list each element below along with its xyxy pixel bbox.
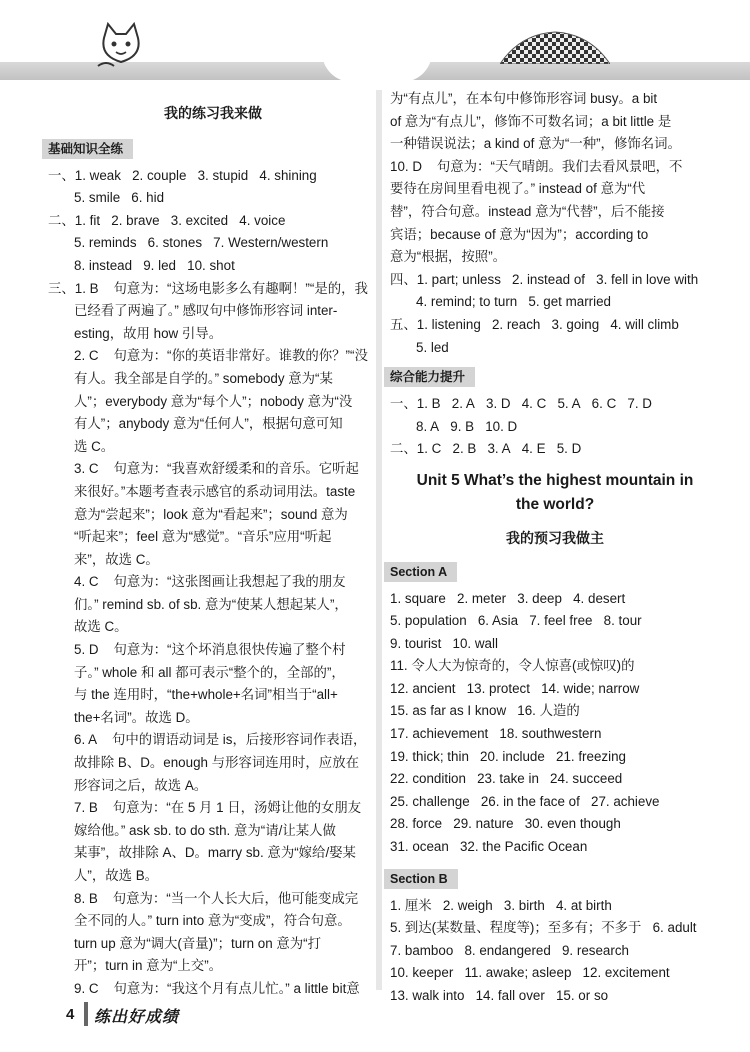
answer-line: 有人。我全部是自学的。” somebody 意为“某 bbox=[74, 370, 333, 386]
answer-line: 3. C 句意为：“我喜欢舒缓柔和的音乐。它听起 bbox=[74, 461, 359, 477]
vocab-line: 25. challenge 26. in the face of 27. achieve bbox=[390, 793, 660, 809]
answer-line: 一种错误说法；a kind of 意为“一种”，修饰名词。 bbox=[390, 136, 681, 152]
answer-line: of 意为“有点儿”，修饰不可数名词；a bit little 是 bbox=[390, 113, 672, 129]
answer-line: 们。” remind sb. of sb. 意为“使某人想起某人”， bbox=[74, 596, 348, 612]
vocab-line: 31. ocean 32. the Pacific Ocean bbox=[390, 839, 588, 855]
section-tag-a: Section A bbox=[384, 562, 457, 582]
vocab-line: 19. thick; thin 20. include 21. freezing bbox=[390, 748, 626, 764]
answer-line: 故排除 B、D。enough 与形容词连用时，应放在 bbox=[74, 755, 359, 771]
answer-line: 意为“根据，按照”。 bbox=[390, 249, 507, 265]
answer-line: 三、1. B 句意为：“这场电影多么有趣啊！”“是的，我 bbox=[48, 280, 368, 296]
answer-line: 2. C 句意为：“你的英语非常好。谁教的你？”“没 bbox=[74, 348, 368, 364]
answer-line: 4. C 句意为：“这张图画让我想起了我的朋友 bbox=[74, 574, 346, 590]
answer-line: 替”，符合句意。instead 意为“代替”，后不能接 bbox=[390, 203, 665, 219]
vocab-line: 22. condition 23. take in 24. succeed bbox=[390, 771, 623, 787]
vocab-line: 10. keeper 11. awake; asleep 12. excitement bbox=[390, 965, 670, 981]
answer-line: 一、1. B 2. A 3. D 4. C 5. A 6. C 7. D bbox=[390, 396, 652, 412]
vocab-line: 11. 令人大为惊奇的，令人惊喜(或惊叹)的 bbox=[390, 658, 635, 674]
page-footer bbox=[0, 1000, 750, 1052]
answer-line: 二、1. C 2. B 3. A 4. E 5. D bbox=[390, 441, 582, 457]
answer-line: 8. A 9. B 10. D bbox=[416, 418, 518, 434]
section-tag-comprehensive: 综合能力提升 bbox=[384, 367, 475, 387]
answer-line: 6. A 句中的谓语动词是 is，后接形容词作表语， bbox=[74, 732, 367, 748]
vocab-line: 1. square 2. meter 3. deep 4. desert bbox=[390, 590, 626, 606]
vocab-line: 17. achievement 18. southwestern bbox=[390, 726, 602, 742]
answer-line: 10. D 句意为：“天气晴朗。我们去看风景吧，不 bbox=[390, 158, 683, 174]
right-column bbox=[390, 88, 720, 1008]
answer-line: 二、1. fit 2. brave 3. excited 4. voice bbox=[48, 212, 286, 228]
answer-line: 一、1. weak 2. couple 3. stupid 4. shining bbox=[48, 167, 317, 183]
vocab-line: 5. population 6. Asia 7. feel free 8. tour bbox=[390, 613, 642, 629]
answer-line: 嫁给他。” ask sb. to do sth. 意为“请/让某人做 bbox=[74, 822, 336, 838]
left-answer-lines bbox=[48, 165, 378, 1001]
checkered-roof-icon bbox=[500, 30, 610, 64]
answer-line: 开”；turn in 意为“上交”。 bbox=[74, 958, 223, 974]
cat-mascot-icon bbox=[96, 22, 146, 70]
unit-heading bbox=[390, 469, 720, 517]
footer-bar bbox=[84, 1002, 88, 1026]
answer-line: turn up 意为“调大(音量)”；turn on 意为“打 bbox=[74, 935, 322, 951]
page-number: 4 bbox=[66, 1006, 75, 1023]
answer-line: 某事”，故排除 A、D。marry sb. 意为“嫁给/娶某 bbox=[74, 845, 356, 861]
answer-line: 8. B 句意为：“当一个人长大后，他可能变成完 bbox=[74, 890, 359, 906]
vocab-line: 13. walk into 14. fall over 15. or so bbox=[390, 988, 609, 1003]
answer-line: 选 C。 bbox=[74, 438, 115, 454]
answer-line: 5. reminds 6. stones 7. Western/western bbox=[74, 235, 329, 251]
vocab-line: 9. tourist 10. wall bbox=[390, 635, 498, 651]
answer-line: 4. remind; to turn 5. get married bbox=[416, 294, 611, 310]
answer-line: 8. instead 9. led 10. shot bbox=[74, 257, 235, 273]
vocab-line: 1. 厘米 2. weigh 3. birth 4. at birth bbox=[390, 897, 612, 913]
vocab-line: 15. as far as I know 16. 人造的 bbox=[390, 703, 580, 719]
section-title-preview: 我的预习我做主 bbox=[506, 529, 604, 546]
answer-line: 要待在房间里看电视了。” instead of 意为“代 bbox=[390, 181, 646, 197]
answer-line: 来很好。”本题考查表示感官的系动词用法。taste bbox=[74, 483, 356, 499]
page-header bbox=[0, 0, 750, 88]
answer-line: 有人”；anybody 意为“任何人”，根据句意可知 bbox=[74, 416, 343, 432]
unit-heading-line1: Unit 5 What’s the highest mountain in bbox=[416, 471, 694, 489]
right-answer-lines-mid bbox=[390, 393, 720, 461]
answer-line: 五、1. listening 2. reach 3. going 4. will climb bbox=[390, 316, 679, 332]
right-answer-lines-top bbox=[390, 88, 720, 359]
section-tag-basics: 基础知识全练 bbox=[42, 139, 133, 159]
answer-line: 5. led bbox=[416, 339, 449, 355]
section-title-practice: 我的练习我来做 bbox=[164, 105, 262, 121]
answer-line: 宾语；because of 意为“因为”；according to bbox=[390, 226, 649, 242]
answer-line: 来”，故选 C。 bbox=[74, 551, 159, 567]
answer-line: 形容词之后，故选 A。 bbox=[74, 777, 208, 793]
answer-line: 人”，故选 B。 bbox=[74, 868, 159, 883]
header-notch bbox=[322, 52, 432, 82]
answer-line: 5. smile 6. hid bbox=[74, 190, 165, 206]
vocab-line: 28. force 29. nature 30. even though bbox=[390, 816, 621, 832]
vocab-line: 12. ancient 13. protect 14. wide; narrow bbox=[390, 680, 640, 696]
section-tag-b: Section B bbox=[384, 869, 458, 889]
answer-line: 5. D 句意为：“这个坏消息很快传遍了整个村 bbox=[74, 642, 346, 658]
brand-logo: 练出好成绩 bbox=[94, 1009, 180, 1026]
answer-line: 意为“尝起来”；look 意为“看起来”；sound 意为 bbox=[74, 506, 348, 522]
answer-line: 全不同的人。” turn into 意为“变成”，符合句意。 bbox=[74, 913, 351, 929]
vocab-line: 7. bamboo 8. endangered 9. research bbox=[390, 942, 629, 958]
answer-line: 7. B 句意为：“在 5 月 1 日，汤姆让他的女朋友 bbox=[74, 800, 362, 816]
answer-line: the+名词”。故选 D。 bbox=[74, 709, 199, 725]
answer-line: 已经看了两遍了。” 感叹句中修饰形容词 inter- bbox=[74, 303, 338, 319]
answer-line: 四、1. part; unless 2. instead of 3. fell in love with bbox=[390, 271, 699, 287]
answer-line: “听起来”；feel 意为“感觉”。“音乐”应用“听起 bbox=[74, 529, 332, 545]
answer-line: 人”；everybody 意为“每个人”；nobody 意为“没 bbox=[74, 393, 353, 409]
section-a-lines bbox=[390, 588, 720, 859]
answer-line: esting，故用 how 引导。 bbox=[74, 325, 223, 341]
unit-heading-line2: the world? bbox=[515, 495, 595, 513]
answer-line: 9. C 句意为：“我这个月有点儿忙。” a little bit意 bbox=[74, 980, 360, 996]
answer-line: 与 the 连用时，“the+whole+名词”相当于“all+ bbox=[74, 687, 338, 703]
left-column bbox=[48, 96, 378, 1001]
answer-line: 为“有点儿”，在本句中修饰形容词 busy。a bit bbox=[390, 91, 658, 106]
answer-line: 子。” whole 和 all 都可表示“整个的，全部的”， bbox=[74, 664, 345, 680]
section-b-lines bbox=[390, 895, 720, 1008]
answer-line: 故选 C。 bbox=[74, 619, 128, 635]
vocab-line: 5. 到达(某数量、程度等)；至多有；不多于 6. adult bbox=[390, 920, 697, 936]
